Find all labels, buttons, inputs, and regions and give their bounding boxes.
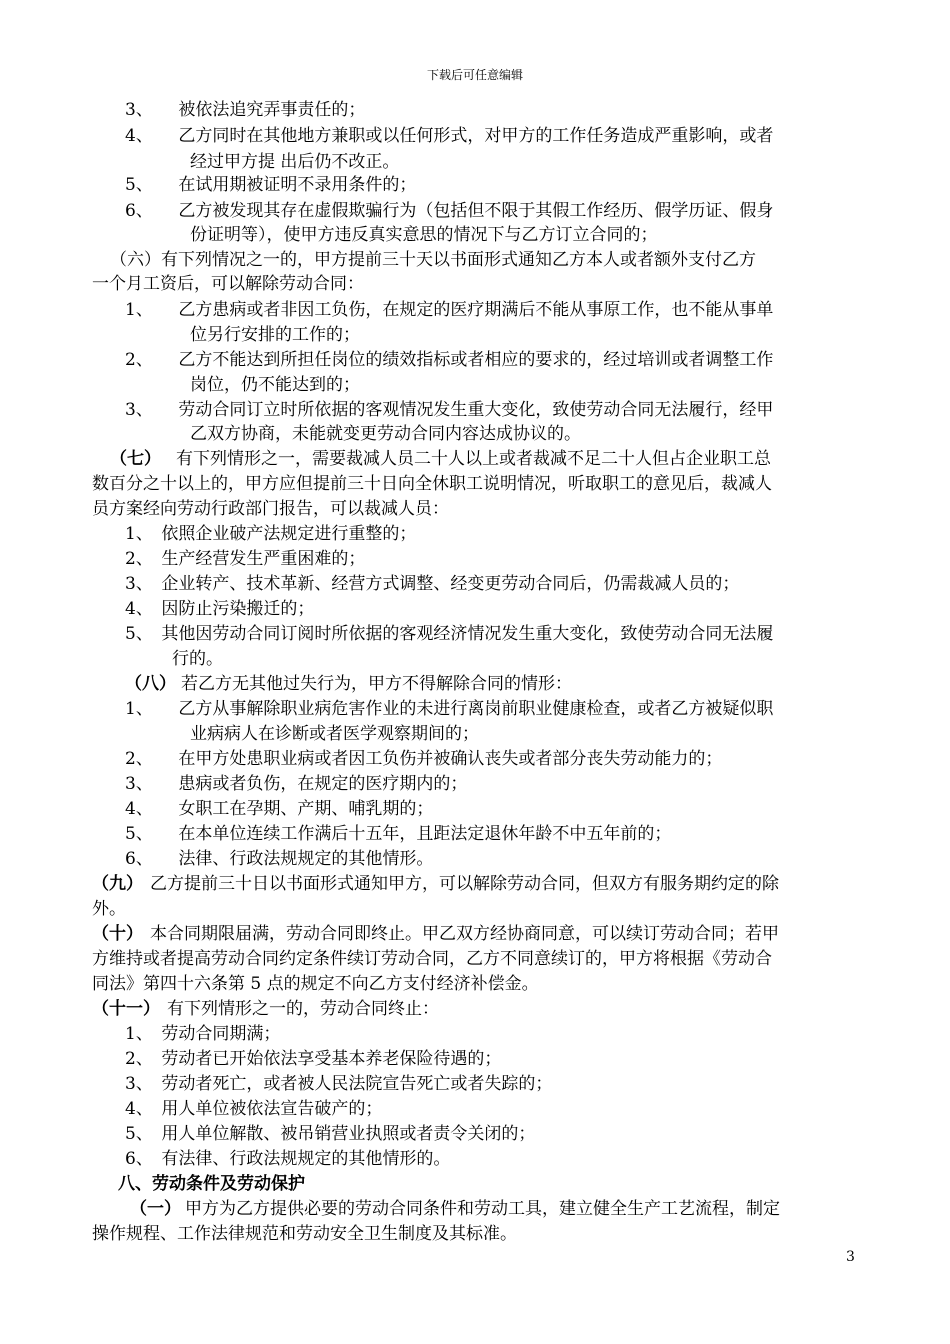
text-line: 位另行安排的工作的； xyxy=(190,325,360,345)
text-line: 行的。 xyxy=(172,649,223,669)
text-line: 3、 企业转产、技术革新、经营方式调整、经变更劳动合同后，仍需裁减人员的； xyxy=(125,574,740,594)
text-line: 6、 有法律、行政法规规定的其他情形的。 xyxy=(125,1149,451,1169)
text-line: 甲方为乙方提供必要的劳动合同条件和劳动工具，建立健全生产工艺流程，制定 xyxy=(185,1199,780,1219)
section-heading-9: （九） xyxy=(92,874,143,894)
text-line: 4、 用人单位被依法宣告破产的； xyxy=(125,1099,383,1119)
text-line: 有下列情形之一，需要裁减人员二十人以上或者裁减不足二十人但占企业职工总 xyxy=(176,449,771,469)
text-line: （六）有下列情况之一的，甲方提前三十天以书面形式通知乙方本人或者额外支付乙方 xyxy=(110,250,756,270)
text-line: 经过甲方提 出后仍不改正。 xyxy=(190,152,400,172)
text-line: 6、 法律、行政法规规定的其他情形。 xyxy=(125,849,434,869)
text-line: 3、 劳动者死亡，或者被人民法院宣告死亡或者失踪的； xyxy=(125,1074,553,1094)
text-line: 乙双方协商，未能就变更劳动合同内容达成协议的。 xyxy=(190,424,581,444)
text-line: 4、 乙方同时在其他地方兼职或以任何形式，对甲方的工作任务造成严重影响，或者 xyxy=(125,126,774,146)
text-line: 2、 在甲方处患职业病或者因工负伤并被确认丧失或者部分丧失劳动能力的； xyxy=(125,749,723,769)
text-line: 1、 劳动合同期满； xyxy=(125,1024,281,1044)
text-line: 本合同期限届满，劳动合同即终止。甲乙双方经协商同意，可以续订劳动合同；若甲 xyxy=(150,924,779,944)
text-line: 同法》第四十六条第 5 点的规定不向乙方支付经济补偿金。 xyxy=(92,974,539,994)
text-line: 2、 劳动者已开始依法享受基本养老保险待遇的； xyxy=(125,1049,502,1069)
text-line: 4、 因防止污染搬迁的； xyxy=(125,599,315,619)
text-line: 数百分之十以上的，甲方应但提前三十日向全休职工说明情况，听取职工的意见后，裁减人 xyxy=(92,474,772,494)
text-line: 乙方提前三十日以书面形式通知甲方，可以解除劳动合同，但双方有服务期约定的除 xyxy=(150,874,779,894)
page-header: 下载后可任意编辑 xyxy=(426,68,523,82)
text-line: 6、 乙方被发现其存在虚假欺骗行为（包括但不限于其假工作经历、假学历证、假身 xyxy=(125,201,774,221)
text-line: 外。 xyxy=(92,899,126,919)
text-line: 业病病人在诊断或者医学观察期间的； xyxy=(190,724,479,744)
text-line: 5、 在本单位连续工作满后十五年，且距法定退休年龄不中五年前的； xyxy=(125,824,672,844)
text-line: 1、 乙方从事解除职业病危害作业的未进行离岗前职业健康检查，或者乙方被疑似职 xyxy=(125,699,774,719)
text-line: 4、 女职工在孕期、产期、哺乳期的； xyxy=(125,799,434,819)
section-heading-8: （八） xyxy=(125,674,176,694)
text-line: 1、 依照企业破产法规定进行重整的； xyxy=(125,524,417,544)
text-line: 若乙方无其他过失行为，甲方不得解除合同的情形： xyxy=(181,674,572,694)
section-heading-1: （一） xyxy=(130,1199,181,1219)
text-line: 2、 乙方不能达到所担任岗位的绩效指标或者相应的要求的，经过培训或者调整工作 xyxy=(125,350,774,370)
text-line: 有下列情形之一的，劳动合同终止： xyxy=(167,999,439,1019)
section-heading-10: （十） xyxy=(92,924,143,944)
text-line: 员方案经向劳动行政部门报告，可以裁减人员： xyxy=(92,499,449,519)
section-heading-11: （十一） xyxy=(92,999,160,1019)
text-line: 5、 在试用期被证明不录用条件的； xyxy=(125,175,417,195)
text-line: 3、 患病或者负伤，在规定的医疗期内的； xyxy=(125,774,468,794)
text-line: 岗位，仍不能达到的； xyxy=(190,375,360,395)
text-line: 方维持或者提高劳动合同约定条件续订劳动合同，乙方不同意续订的，甲方将根据《劳动合 xyxy=(92,949,772,969)
text-line: 2、 生产经营发生严重困难的； xyxy=(125,549,366,569)
text-line: 5、 用人单位解散、被吊销营业执照或者责令关闭的； xyxy=(125,1124,536,1144)
text-line: 1、 乙方患病或者非因工负伤，在规定的医疗期满后不能从事原工作，也不能从事单 xyxy=(125,300,774,320)
text-line: 3、 被依法追究弄事责任的； xyxy=(125,100,366,120)
text-line: 份证明等），使甲方违反真实意思的情况下与乙方订立合同的； xyxy=(190,225,658,245)
text-line: 一个月工资后，可以解除劳动合同： xyxy=(92,274,364,294)
section-heading-7: （七） xyxy=(110,449,161,469)
text-line: 操作规程、工作法律规范和劳动安全卫生制度及其标准。 xyxy=(92,1224,517,1244)
text-line: 3、 劳动合同订立时所依据的客观情况发生重大变化，致使劳动合同无法履行，经甲 xyxy=(125,400,774,420)
page-number: 3 xyxy=(846,1249,855,1265)
text-line: 5、 其他因劳动合同订阅时所依据的客观经济情况发生重大变化，致使劳动合同无法履 xyxy=(125,624,774,644)
chapter-heading: 八、劳动条件及劳动保护 xyxy=(118,1174,305,1194)
